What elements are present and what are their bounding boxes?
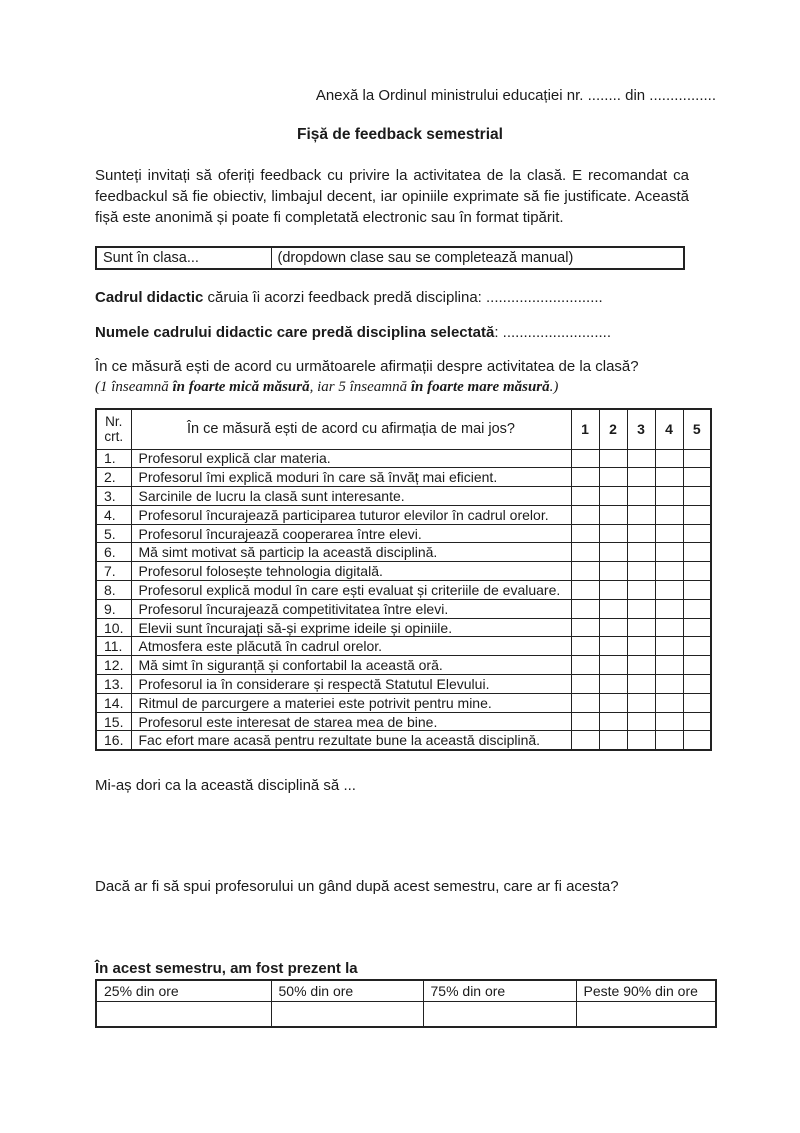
rating-cell <box>599 599 627 618</box>
rating-cell <box>571 599 599 618</box>
rating-cell <box>655 712 683 731</box>
header-scale-4: 4 <box>655 409 683 449</box>
rating-cell <box>599 618 627 637</box>
rating-cell <box>683 675 711 694</box>
row-statement: Profesorul îmi explică moduri în care să învăț mai eficient. <box>131 468 571 487</box>
table-row <box>96 731 711 750</box>
rating-cell <box>655 487 683 506</box>
rating-cell <box>683 505 711 524</box>
rating-cell <box>571 581 599 600</box>
attendance-label: În acest semestru, am fost prezent la <box>95 959 358 977</box>
teacher-name-dots: : .......................... <box>494 324 612 341</box>
rating-cell <box>655 675 683 694</box>
rating-cell <box>627 712 655 731</box>
row-statement: Elevii sunt încurajați să-și exprime ideile și opiniile. <box>131 618 571 637</box>
rating-cell <box>571 449 599 468</box>
row-statement: Profesorul încurajează competitivitatea între elevi. <box>131 599 571 618</box>
rating-cell <box>683 599 711 618</box>
table-row <box>96 637 711 656</box>
row-number: 9. <box>96 599 131 618</box>
table-row <box>96 581 711 600</box>
attendance-option-25: 25% din ore <box>96 980 271 1002</box>
page-title: Fișă de feedback semestrial <box>297 126 503 143</box>
row-statement: Ritmul de parcurgere a materiei este potrivit pentru mine. <box>131 693 571 712</box>
rating-cell <box>599 505 627 524</box>
table-row <box>96 618 711 637</box>
rating-cell <box>655 562 683 581</box>
class-label-cell: Sunt în clasa... <box>96 247 271 269</box>
row-number: 11. <box>96 637 131 656</box>
row-statement: Profesorul explică clar materia. <box>131 449 571 468</box>
header-question: În ce măsură ești de acord cu afirmația de mai jos? <box>131 409 571 449</box>
rating-cell <box>683 693 711 712</box>
rating-cell <box>627 468 655 487</box>
table-row <box>96 693 711 712</box>
teacher-name-line <box>95 322 716 343</box>
table-row <box>96 543 711 562</box>
class-table <box>95 246 685 270</box>
row-statement: Profesorul încurajează cooperarea între elevi. <box>131 524 571 543</box>
rating-cell <box>599 543 627 562</box>
rating-cell <box>599 637 627 656</box>
rating-cell <box>627 618 655 637</box>
row-number: 1. <box>96 449 131 468</box>
rating-cell <box>599 468 627 487</box>
rating-cell <box>683 712 711 731</box>
rating-cell <box>571 693 599 712</box>
scale-question: În ce măsură ești de acord cu următoarele afirmații despre activitatea de la clasă? <box>95 358 639 375</box>
rating-cell <box>683 637 711 656</box>
rating-cell <box>627 637 655 656</box>
row-number: 14. <box>96 693 131 712</box>
rating-cell <box>683 618 711 637</box>
teacher-discipline-dots: căruia îi acorzi feedback predă disciplina: ............................ <box>203 289 603 306</box>
wish-line: Mi-aș dori ca la această disciplină să ... <box>95 776 356 794</box>
scale-note: (1 înseamnă în foarte mică măsură, iar 5 înseamnă în foarte mare măsură.) <box>95 379 559 395</box>
row-statement: Atmosfera este plăcută în cadrul orelor. <box>131 637 571 656</box>
rating-cell <box>655 637 683 656</box>
attendance-answer-cell <box>271 1002 423 1027</box>
rating-cell <box>683 468 711 487</box>
intro-paragraph: Sunteți invitați să oferiți feedback cu privire la activitatea de la clasă. E recomandat ca feedbackul să fie obiectiv, limbajul decent, iar opiniile exprimate să fie justificate. Această fișă este anonimă și poate fi completată electronic sau în format tipărit. <box>95 167 689 226</box>
rating-cell <box>599 562 627 581</box>
rating-cell <box>571 656 599 675</box>
header-scale-1: 1 <box>571 409 599 449</box>
rating-cell <box>571 468 599 487</box>
class-table-row <box>96 247 684 269</box>
table-row <box>96 449 711 468</box>
rating-cell <box>627 449 655 468</box>
rating-cell <box>571 618 599 637</box>
table-row <box>96 468 711 487</box>
rating-cell <box>599 524 627 543</box>
row-statement: Mă simt motivat să particip la această disciplină. <box>131 543 571 562</box>
rating-cell <box>683 656 711 675</box>
attendance-option-75: 75% din ore <box>423 980 576 1002</box>
row-number: 2. <box>96 468 131 487</box>
rating-cell <box>599 712 627 731</box>
row-number: 13. <box>96 675 131 694</box>
row-number: 10. <box>96 618 131 637</box>
row-number: 3. <box>96 487 131 506</box>
rating-cell <box>627 693 655 712</box>
row-number: 15. <box>96 712 131 731</box>
teacher-discipline-line <box>95 287 716 308</box>
row-statement: Sarcinile de lucru la clasă sunt interesante. <box>131 487 571 506</box>
annex-line: Anexă la Ordinul ministrului educației nr. ........ din ................ <box>315 87 716 104</box>
row-statement: Profesorul explică modul în care ești evaluat și criteriile de evaluare. <box>131 581 571 600</box>
table-row <box>96 599 711 618</box>
rating-cell <box>571 675 599 694</box>
rating-cell <box>627 505 655 524</box>
row-number: 4. <box>96 505 131 524</box>
rating-cell <box>655 505 683 524</box>
rating-table-header-row <box>96 409 711 449</box>
rating-cell <box>599 675 627 694</box>
rating-cell <box>683 487 711 506</box>
rating-cell <box>571 562 599 581</box>
table-row <box>96 524 711 543</box>
table-row <box>96 487 711 506</box>
rating-cell <box>599 449 627 468</box>
rating-cell <box>655 468 683 487</box>
rating-cell <box>627 562 655 581</box>
rating-cell <box>655 731 683 750</box>
attendance-answer-cell <box>96 1002 271 1027</box>
row-number: 5. <box>96 524 131 543</box>
rating-cell <box>571 543 599 562</box>
rating-cell <box>683 449 711 468</box>
rating-cell <box>627 731 655 750</box>
row-statement: Mă simt în siguranță și confortabil la această oră. <box>131 656 571 675</box>
rating-cell <box>655 599 683 618</box>
table-row <box>96 675 711 694</box>
rating-cell <box>683 731 711 750</box>
attendance-answer-cell <box>576 1002 716 1027</box>
rating-cell <box>655 618 683 637</box>
rating-table <box>95 408 712 751</box>
rating-cell <box>627 543 655 562</box>
rating-cell <box>599 581 627 600</box>
rating-cell <box>627 581 655 600</box>
rating-cell <box>627 656 655 675</box>
row-number: 16. <box>96 731 131 750</box>
row-statement: Fac efort mare acasă pentru rezultate bune la această disciplină. <box>131 731 571 750</box>
row-number: 6. <box>96 543 131 562</box>
rating-cell <box>655 524 683 543</box>
attendance-answer-cell <box>423 1002 576 1027</box>
class-value-cell: (dropdown clase sau se completează manual) <box>271 247 684 269</box>
header-scale-5: 5 <box>683 409 711 449</box>
header-nr-crt: Nr. crt. <box>96 409 131 449</box>
attendance-options-row <box>96 980 716 1002</box>
table-row <box>96 656 711 675</box>
header-scale-2: 2 <box>599 409 627 449</box>
rating-cell <box>571 487 599 506</box>
table-row <box>96 505 711 524</box>
row-statement: Profesorul încurajează participarea tuturor elevilor în cadrul orelor. <box>131 505 571 524</box>
row-statement: Profesorul folosește tehnologia digitală. <box>131 562 571 581</box>
rating-cell <box>571 524 599 543</box>
rating-cell <box>655 656 683 675</box>
rating-rows <box>96 449 711 750</box>
row-number: 12. <box>96 656 131 675</box>
table-row <box>96 562 711 581</box>
rating-cell <box>655 449 683 468</box>
attendance-table <box>95 979 717 1028</box>
rating-cell <box>655 581 683 600</box>
rating-cell <box>599 693 627 712</box>
attendance-option-90: Peste 90% din ore <box>576 980 716 1002</box>
rating-cell <box>599 731 627 750</box>
row-number: 7. <box>96 562 131 581</box>
header-scale-3: 3 <box>627 409 655 449</box>
row-number: 8. <box>96 581 131 600</box>
rating-cell <box>655 543 683 562</box>
teacher-discipline-label: Cadrul didactic <box>95 289 204 306</box>
rating-cell <box>571 637 599 656</box>
rating-cell <box>571 712 599 731</box>
row-statement: Profesorul este interesat de starea mea de bine. <box>131 712 571 731</box>
rating-cell <box>627 487 655 506</box>
rating-cell <box>599 487 627 506</box>
rating-cell <box>683 581 711 600</box>
rating-cell <box>627 675 655 694</box>
rating-cell <box>627 524 655 543</box>
rating-cell <box>571 505 599 524</box>
rating-cell <box>683 524 711 543</box>
row-statement: Profesorul ia în considerare și respectă Statutul Elevului. <box>131 675 571 694</box>
rating-cell <box>683 562 711 581</box>
rating-cell <box>627 599 655 618</box>
attendance-answer-row <box>96 1002 716 1027</box>
rating-cell <box>683 543 711 562</box>
thought-question-line: Dacă ar fi să spui profesorului un gând după acest semestru, care ar fi acesta? <box>95 877 619 895</box>
attendance-option-50: 50% din ore <box>271 980 423 1002</box>
rating-cell <box>599 656 627 675</box>
table-row <box>96 712 711 731</box>
teacher-name-label: Numele cadrului didactic care predă disciplina selectată <box>95 324 495 341</box>
rating-cell <box>571 731 599 750</box>
rating-cell <box>655 693 683 712</box>
